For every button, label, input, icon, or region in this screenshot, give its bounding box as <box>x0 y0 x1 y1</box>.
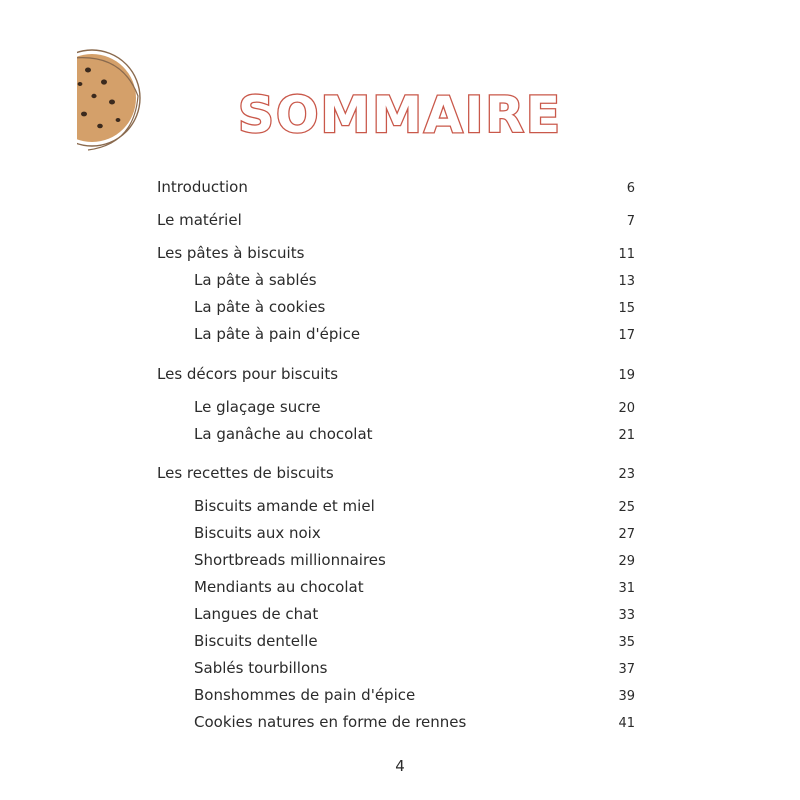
toc-entry-label: La ganâche au chocolat <box>194 425 373 443</box>
toc-entry-label: Shortbreads millionnaires <box>194 551 386 569</box>
toc-entry-label: Mendiants au chocolat <box>194 578 364 596</box>
toc-entry-label: Les recettes de biscuits <box>157 464 334 482</box>
toc-entry-label: Les pâtes à biscuits <box>157 244 305 262</box>
toc-entry-page: 25 <box>618 500 635 515</box>
toc-entry-label: La pâte à pain d'épice <box>194 325 361 343</box>
toc-entry <box>157 462 635 484</box>
toc-entry-label: Les décors pour biscuits <box>157 365 339 383</box>
toc-entry-page: 35 <box>618 635 635 650</box>
toc-entry-label: Le matériel <box>157 211 242 229</box>
toc-entry-label: Cookies natures en forme de rennes <box>194 713 467 731</box>
toc-subentry <box>194 630 635 652</box>
toc-entry-page: 20 <box>618 401 635 416</box>
toc-entry-page: 7 <box>626 214 635 229</box>
toc-entry-label: Le glaçage sucre <box>194 398 321 416</box>
toc-subentry <box>194 269 635 291</box>
toc-entry-page: 33 <box>618 608 635 623</box>
toc-entry-page: 39 <box>618 689 635 704</box>
toc-subentry <box>194 522 635 544</box>
toc-entry-page: 19 <box>618 368 635 383</box>
toc-entry <box>157 209 635 231</box>
toc-entry-page: 11 <box>618 247 635 262</box>
toc-entry-label: La pâte à cookies <box>194 298 326 316</box>
toc-entry-page: 13 <box>618 274 635 289</box>
toc-entry-page: 31 <box>618 581 635 596</box>
toc-entry-label: Biscuits dentelle <box>194 632 318 650</box>
toc-subentry <box>194 396 635 418</box>
toc-entry-label: Biscuits aux noix <box>194 524 321 542</box>
toc-entry <box>157 242 635 264</box>
toc-subentry <box>194 576 635 598</box>
toc-entry-label: Biscuits amande et miel <box>194 497 375 515</box>
toc-entry-page: 41 <box>618 716 635 731</box>
toc-entry-page: 29 <box>618 554 635 569</box>
toc-subentry <box>194 296 635 318</box>
toc-entry-label: Introduction <box>157 178 248 196</box>
toc-subentry <box>194 495 635 517</box>
page-title: SOMMAIRE <box>238 86 562 144</box>
toc-entry-page: 6 <box>626 181 635 196</box>
toc-subentry <box>194 323 635 345</box>
toc-subentry <box>194 711 635 733</box>
toc-entry-page: 15 <box>618 301 635 316</box>
toc-subentry <box>194 684 635 706</box>
toc-subentry <box>194 657 635 679</box>
toc-subentry <box>194 603 635 625</box>
toc-entry-page: 27 <box>618 527 635 542</box>
toc-entry-label: La pâte à sablés <box>194 271 317 289</box>
toc-entry-page: 21 <box>618 428 635 443</box>
toc-entry-page: 23 <box>618 467 635 482</box>
toc-subentry <box>194 423 635 445</box>
toc-entry <box>157 363 635 385</box>
toc-entry-label: Sablés tourbillons <box>194 659 328 677</box>
toc-subentry <box>194 549 635 571</box>
toc-entry-label: Langues de chat <box>194 605 319 623</box>
toc-entry-label: Bonshommes de pain d'épice <box>194 686 416 704</box>
toc-entry <box>157 176 635 198</box>
toc-entry-page: 37 <box>618 662 635 677</box>
page-number: 4 <box>395 757 405 775</box>
toc-entry-page: 17 <box>618 328 635 343</box>
